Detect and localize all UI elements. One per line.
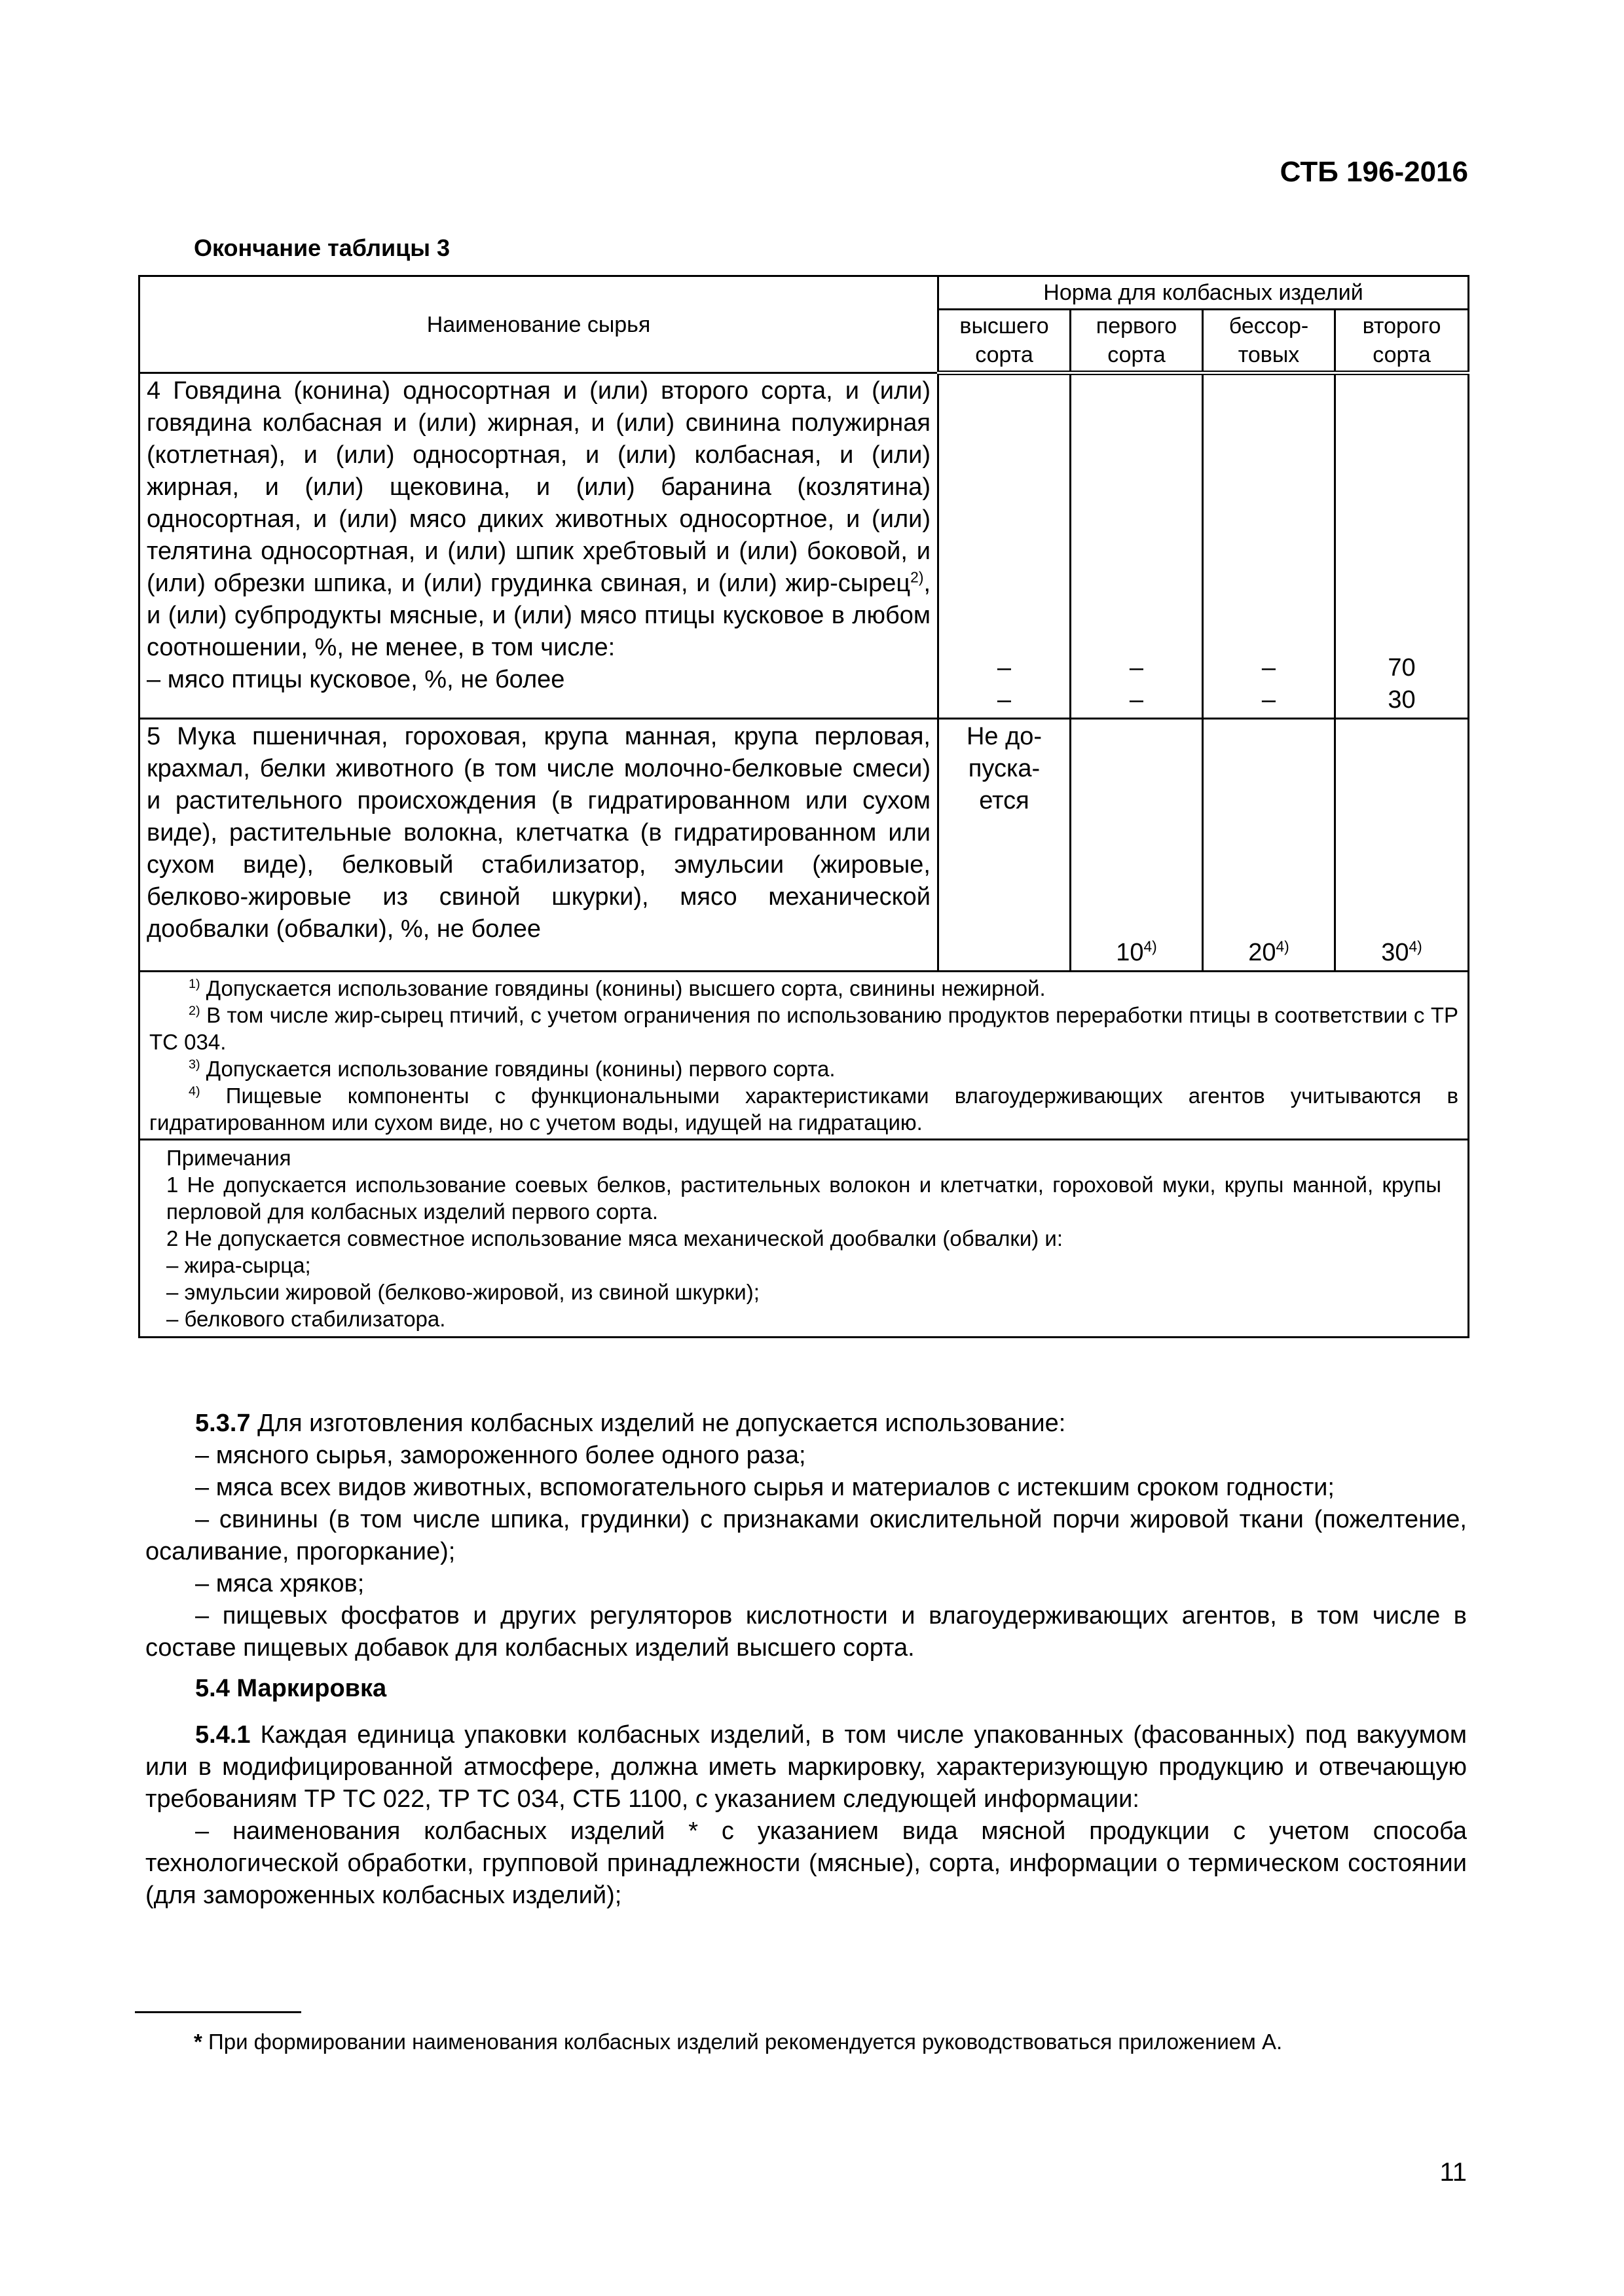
row5-value-first: 10$^{4)}$: [1071, 719, 1203, 972]
table-row-4: [139, 373, 1469, 719]
note-2-item-3: – белкового стабилизатора.: [166, 1307, 446, 1331]
row4-value-highest: – –: [938, 373, 1071, 719]
row5-value-ungraded: 20$^{4)}$: [1203, 719, 1335, 972]
section-5-3-7-item-2: – мяса всех видов животных, вспомогательного сырья и материалов с истекшим сроком годности;: [195, 1474, 1335, 1501]
table-row-5: [139, 719, 1469, 972]
table-notes: [139, 1140, 1469, 1338]
note-2-item-1: – жира-сырца;: [166, 1253, 311, 1277]
footnote-3: $^{3)}$ Допускается использование говядины (конины) первого сорта.: [189, 1057, 836, 1081]
footnote-2: $^{2)}$ В том числе жир-сырец птичий, с учетом ограничения по использованию продуктов переработки птицы в соответствии с ТР ТС 034.: [149, 1003, 1458, 1054]
row5-name: 5 Мука пшеничная, гороховая, крупа манная, крупа перловая, крахмал, белки животного (в том числе молочно-белковые смеси) и растительного происхождения (в гидратированном или сухом виде), растительные волокна, клетчатка (в гидратированном или сухом виде), белковый стабилизатор, эмульсии (жировые, белково-жировые из свиной шкурки), мясо механической дообвалки (обвалки), %, не более: [139, 719, 938, 972]
footnote-1: $^{1)}$ Допускается использование говядины (конины) высшего сорта, свинины нежирной.: [189, 976, 1046, 1000]
section-5-3-7-item-1: – мясного сырья, замороженного более одного раза;: [195, 1442, 806, 1469]
header-grade-highest: высшего сорта: [938, 310, 1071, 373]
header-raw-material: Наименование сырья: [139, 276, 938, 373]
header-grade-first: первого сорта: [1071, 310, 1203, 373]
notes-title: Примечания: [166, 1146, 291, 1170]
row4-value-first: – –: [1071, 373, 1203, 719]
note-2: 2 Не допускается совместное использование мяса механической дообвалки (обвалки) и:: [166, 1226, 1063, 1250]
section-5-4-1: [145, 1719, 1467, 1912]
header-grade-second: второго сорта: [1335, 310, 1469, 373]
section-5-3-7: [145, 1408, 1467, 1664]
footnote-separator: [135, 2011, 301, 2013]
section-5-4-1-text: 5.4.1 Каждая единица упаковки колбасных изделий, в том числе упакованных (фасованных) под вакуумом или в модифицированной атмосфере, должна иметь маркировку, характеризующую продукцию и отвечающую требованиям ТР ТС 022, ТР ТС 034, СТБ 1100, с указанием следующей информации:: [145, 1721, 1467, 1813]
row4-subline: – мясо птицы кусковое, %, не более: [147, 666, 565, 693]
table-notes-row: [139, 1140, 1469, 1338]
page-footnote: * При формировании наименования колбасных изделий рекомендуется руководствоваться приложением А.: [194, 2030, 1283, 2054]
table-caption: Окончание таблицы 3: [194, 234, 450, 261]
row4-value-second: 70 30: [1335, 373, 1469, 719]
note-2-item-2: – эмульсии жировой (белково-жировой, из свиной шкурки);: [166, 1280, 760, 1304]
section-5-4-1-item: – наименования колбасных изделий * с указанием вида мясной продукции с учетом способа технологической обработки, групповой принадлежности (мясные), сорта, информации о термическом состоянии (для замороженных колбасных изделий);: [145, 1817, 1467, 1909]
row5-value-second: 30$^{4)}$: [1335, 719, 1469, 972]
table-3-end: [138, 275, 1467, 1338]
table-footnotes: [139, 972, 1469, 1140]
section-5-4-heading: 5.4 Маркировка: [195, 1675, 387, 1702]
row4-name: 4 Говядина (конина) односортная и (или) второго сорта, и (или) говядина колбасная и (или) жирная, и (или) свинина полужирная (котлетная), и (или) односортная, и (или) колбасная, и (или) жирная, и (или) щековина, и (или) баранина (козлятина) односортная, и (или) мясо диких животных односортное, и (или) телятина односортная, и (или) шпик хребтовый и (или) боковой, и (или) обрезки шпика, и (или) грудинка свиная, и (или) жир-сырец$^{2)}$, и (или) субпродукты мясные, и (или) мясо птицы кусковое в любом соотношении, %, не менее, в том числе: – мясо птицы кусковое, %, не более: [139, 373, 938, 719]
table-footnotes-row: [139, 972, 1469, 1140]
note-1: 1 Не допускается использование соевых белков, растительных волокон и клетчатки, гороховой муки, крупы манной, крупы перловой для колбасных изделий первого сорта.: [166, 1173, 1441, 1224]
norms-table: [138, 275, 1469, 1338]
section-5-3-7-item-4: – мяса хряков;: [195, 1570, 365, 1597]
row5-value-highest: Не до- пуска- ется: [938, 719, 1071, 972]
section-5-3-7-item-5: – пищевых фосфатов и других регуляторов кислотности и влагоудерживающих агентов, в том числе в составе пищевых добавок для колбасных изделий высшего сорта.: [145, 1602, 1467, 1662]
row4-value-ungraded: – –: [1203, 373, 1335, 719]
section-5-3-7-intro: 5.3.7 Для изготовления колбасных изделий не допускается использование:: [195, 1410, 1066, 1437]
header-grade-ungraded: бессор- товых: [1203, 310, 1335, 373]
header-norm: Норма для колбасных изделий: [938, 276, 1469, 310]
document-code: СТБ 196-2016: [1280, 156, 1468, 188]
page-number: 11: [1439, 2158, 1467, 2187]
footnote-4: $^{4)}$ Пищевые компоненты с функциональными характеристиками влагоудерживающих агентов учитываются в гидратированном или сухом виде, но с учетом воды, идущей на гидратацию.: [149, 1084, 1458, 1135]
section-5-3-7-item-3: – свинины (в том числе шпика, грудинки) с признаками окислительной порчи жировой ткани (пожелтение, осаливание, прогоркание);: [145, 1506, 1467, 1565]
